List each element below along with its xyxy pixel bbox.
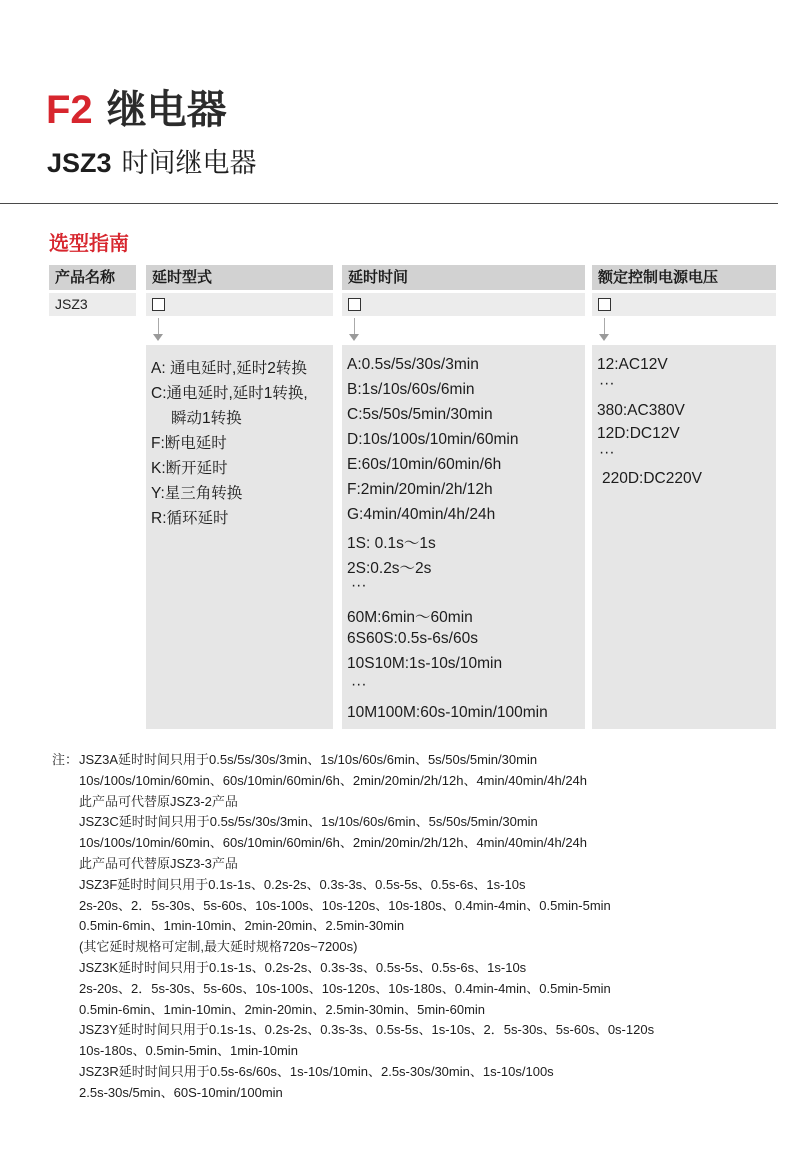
note-line: 此产品可代替原JSZ3-2产品 — [79, 793, 238, 809]
checkbox-placeholder-icon — [598, 298, 611, 311]
note-line: JSZ3F延时时间只用于0.1s-1s、0.2s-2s、0.3s-3s、0.5s-5s、0.5s-6s、1s-10s — [79, 876, 526, 892]
voltage-option: 380:AC380V — [597, 402, 685, 419]
col-header-product-name: 产品名称 — [49, 265, 136, 290]
delay-time-option: 6S60S:0.5s-6s/60s — [347, 630, 478, 647]
note-line: JSZ3K延时时间只用于0.1s-1s、0.2s-2s、0.3s-3s、0.5s-5s、0.5s-6s、1s-10s — [79, 959, 527, 975]
delay-type-option: 瞬动1转换 — [171, 410, 242, 427]
checkbox-placeholder-icon — [348, 298, 361, 311]
note-line: 0.5min-6min、1min-10min、2min-20min、2.5min-30min — [79, 918, 405, 934]
checkbox-placeholder-icon — [152, 298, 165, 311]
notes-section — [52, 750, 654, 1104]
delay-time-option: 10M100M:60s-10min/100min — [347, 704, 548, 721]
note-line: 10s/100s/10min/60min、60s/10min/60min/6h、2min/20min/2h/12h、4min/40min/4h/24h — [79, 772, 588, 788]
voltage-option: 12D:DC12V — [597, 425, 680, 442]
delay-time-option: 10S10M:1s-10s/10min — [347, 655, 503, 672]
delay-type-option: R:循环延时 — [151, 510, 229, 527]
col-header-voltage: 额定控制电源电压 — [592, 265, 776, 290]
delay-time-option: B:1s/10s/60s/6min — [347, 381, 475, 398]
note-line: 2.5s-30s/5min、60S-10min/100min — [79, 1084, 283, 1100]
note-line: 注：JSZ3A延时时间只用于0.5s/5s/30s/3min、1s/10s/60s/6min、5s/50s/5min/30min — [52, 750, 654, 771]
note-line: 0.5min-6min、1min-10min、2min-20min、2.5min-30min、5min-60min — [79, 1001, 486, 1017]
delay-type-options-panel — [146, 345, 333, 729]
delay-time-option: 60M:6min～60min — [347, 609, 473, 626]
delay-time-option: F:2min/20min/2h/12h — [347, 481, 493, 498]
delay-time-option: D:10s/100s/10min/60min — [347, 431, 519, 448]
note-line: (其它延时规格可定制,最大延时规格720s~7200s) — [79, 939, 358, 955]
delay-time-option: C:5s/50s/5min/30min — [347, 406, 493, 423]
note-line: JSZ3C延时时间只用于0.5s/5s/30s/3min、1s/10s/60s/6min、5s/50s/5min/30min — [79, 814, 538, 830]
note-line: 此产品可代替原JSZ3-3产品 — [79, 855, 238, 871]
delay-time-options-panel — [342, 345, 585, 729]
voltage-option: 220D:DC220V — [602, 470, 702, 487]
delay-type-option: A: 通电延时,延时2转换 — [151, 360, 307, 377]
col-header-delay-type: 延时型式 — [146, 265, 333, 290]
col-header-delay-time: 延时时间 — [342, 265, 585, 290]
product-name: 时间继电器 — [121, 148, 257, 178]
delay-time-option: A:0.5s/5s/30s/3min — [347, 356, 479, 373]
delay-time-option: 2S:0.2s～2s — [347, 560, 432, 577]
voltage-option: 12:AC12V — [597, 356, 668, 373]
ellipsis: ··· — [351, 577, 367, 594]
voltage-code-cell — [592, 293, 776, 316]
section-code: F2 — [46, 88, 93, 132]
delay-time-option: 1S: 0.1s～1s — [347, 535, 436, 552]
delay-time-option: G:4min/40min/4h/24h — [347, 506, 496, 523]
note-line: JSZ3R延时时间只用于0.5s-6s/60s、1s-10s/10min、2.5s-30s/30min、1s-10s/100s — [79, 1063, 554, 1079]
voltage-options-panel — [592, 345, 776, 729]
title-divider — [0, 203, 778, 204]
section-title — [46, 86, 227, 134]
delay-type-option: Y:星三角转换 — [151, 485, 243, 502]
arrow-down-icon — [153, 334, 163, 341]
arrow-down-icon — [599, 334, 609, 341]
delay-type-code-cell — [146, 293, 333, 316]
ellipsis: ··· — [351, 676, 367, 693]
delay-time-option: E:60s/10min/60min/6h — [347, 456, 502, 473]
notes-prefix: 注： — [52, 752, 79, 767]
note-line: 10s/100s/10min/60min、60s/10min/60min/6h、2min/20min/2h/12h、4min/40min/4h/24h — [79, 835, 588, 851]
product-code-cell: JSZ3 — [49, 293, 136, 316]
note-line: JSZ3Y延时时间只用于0.1s-1s、0.2s-2s、0.3s-3s、0.5s-5s、1s-10s、2．5s-30s、5s-60s、0s-120s — [79, 1022, 655, 1038]
arrow-down-icon — [349, 334, 359, 341]
note-line: 10s-180s、0.5min-5min、1min-10min — [79, 1043, 298, 1059]
ellipsis: ··· — [599, 444, 615, 461]
delay-time-code-cell — [342, 293, 585, 316]
note-line: 2s-20s、2．5s-30s、5s-60s、10s-100s、10s-120s、10s-180s、0.4min-4min、0.5min-5min — [79, 980, 611, 996]
product-title — [47, 146, 257, 180]
product-model: JSZ3 — [47, 148, 112, 178]
note-line: 2s-20s、2．5s-30s、5s-60s、10s-100s、10s-120s、10s-180s、0.4min-4min、0.5min-5min — [79, 897, 611, 913]
section-name: 继电器 — [106, 88, 227, 132]
delay-type-option: C:通电延时,延时1转换, — [151, 385, 308, 402]
delay-type-option: K:断开延时 — [151, 460, 228, 477]
selection-guide-title: 选型指南 — [49, 233, 129, 255]
ellipsis: ··· — [599, 375, 615, 392]
delay-type-option: F:断电延时 — [151, 435, 227, 452]
